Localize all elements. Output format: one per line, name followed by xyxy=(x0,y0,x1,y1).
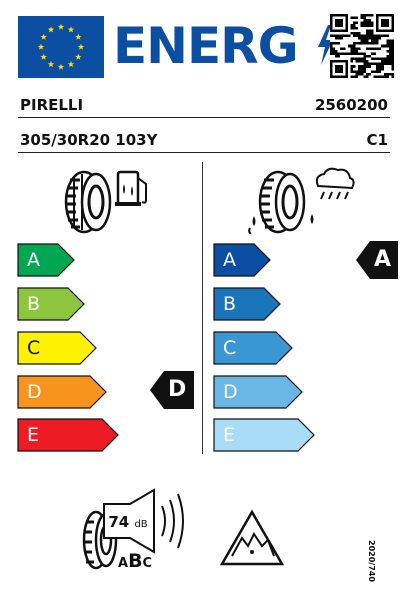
star-icon xyxy=(38,44,44,50)
fuel-band-letter: E xyxy=(27,424,40,446)
energy-wordmark xyxy=(113,14,336,78)
wet-band-letter: E xyxy=(223,424,236,446)
noise-db-value: 74 xyxy=(108,513,130,531)
wet-band-letter: D xyxy=(223,381,238,403)
star-icon xyxy=(68,26,74,32)
star-icon xyxy=(40,54,46,60)
fuel-band-d xyxy=(17,375,107,409)
tyre-icon xyxy=(66,172,110,232)
column-divider xyxy=(202,162,203,454)
article-number: 2560200 xyxy=(314,96,388,114)
star-icon xyxy=(58,64,64,70)
star-icon xyxy=(68,61,74,67)
rain-cloud-icon xyxy=(317,169,354,199)
tyre-size: 305/30R20 103Y xyxy=(20,131,158,149)
fuel-band-c xyxy=(17,331,97,365)
fuel-band-b xyxy=(17,287,85,321)
wet-grip-rating: A xyxy=(374,247,392,272)
star-icon xyxy=(40,34,46,40)
star-icon xyxy=(78,44,84,50)
fuel-efficiency-rating-marker xyxy=(150,371,194,409)
noise-class-letter: C xyxy=(142,556,153,571)
fuel-band-letter: C xyxy=(27,337,41,359)
star-icon xyxy=(48,61,54,67)
wet-band-d xyxy=(213,375,303,409)
wet-band-b xyxy=(213,287,281,321)
wet-band-letter: A xyxy=(223,249,236,271)
wet-grip-icon xyxy=(248,166,356,234)
wet-band-letter: C xyxy=(223,337,237,359)
noise-class xyxy=(118,548,152,577)
tyre-class: C1 xyxy=(366,131,388,149)
fuel-band-e xyxy=(17,418,119,452)
star-icon xyxy=(75,54,81,60)
brand-name: PIRELLI xyxy=(20,96,84,114)
noise-class-letter: A xyxy=(118,556,129,571)
fuel-band-letter: B xyxy=(27,293,41,315)
fuel-efficiency-rating: D xyxy=(168,377,187,402)
qr-code[interactable] xyxy=(330,14,394,78)
noise-db-unit: dB xyxy=(134,519,148,530)
divider-line xyxy=(18,117,390,118)
star-icon xyxy=(58,24,64,30)
noise-value xyxy=(104,506,152,538)
wet-grip-rating-marker xyxy=(356,241,398,279)
fuel-efficiency-icon xyxy=(62,166,152,234)
fuel-pump-icon xyxy=(115,172,146,206)
wet-band-e xyxy=(213,418,315,452)
divider-line xyxy=(18,152,390,153)
wet-band-a xyxy=(213,243,271,277)
three-peak-mountain-icon xyxy=(220,508,284,566)
energy-word-text: ENERG xyxy=(113,17,298,75)
wet-band-letter: B xyxy=(223,293,237,315)
star-icon xyxy=(48,26,54,32)
fuel-band-letter: A xyxy=(27,249,40,271)
eu-flag-icon xyxy=(18,16,104,78)
regulation-number: 2020/740 xyxy=(367,540,376,582)
noise-class-letter: B xyxy=(128,550,143,572)
fuel-band-letter: D xyxy=(27,381,42,403)
fuel-band-a xyxy=(17,243,75,277)
wet-band-c xyxy=(213,331,293,365)
star-icon xyxy=(75,34,81,40)
